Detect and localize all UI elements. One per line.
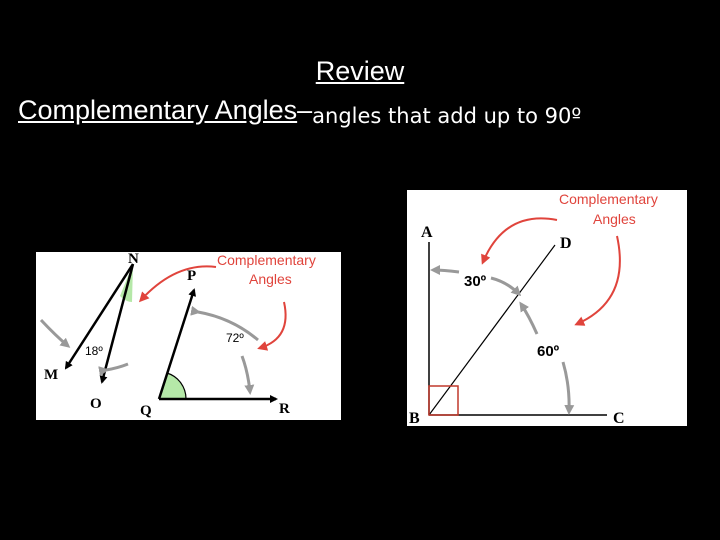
red-arrow-to-60 (577, 236, 620, 324)
point-A: A (421, 224, 433, 241)
point-O: O (90, 396, 102, 412)
point-Q: Q (140, 403, 152, 419)
red-arrow-to-72 (260, 302, 286, 348)
point-P: P (187, 268, 197, 284)
red-arrow-to-30 (483, 218, 557, 262)
point-C: C (613, 410, 625, 426)
point-D: D (560, 235, 572, 252)
gray-arc-72-bottom (242, 356, 250, 392)
ray-NO (102, 264, 133, 382)
point-B: B (409, 410, 420, 426)
gray-arc-18-right (106, 364, 128, 370)
figure-separate-angles-svg (36, 252, 341, 420)
gray-arc-30-right (491, 278, 519, 294)
figure-adjacent-angles (407, 190, 687, 426)
angle-30-label: 30º (464, 273, 487, 290)
gray-arc-60-bottom (563, 362, 569, 412)
point-N: N (128, 252, 139, 267)
gray-arc-30-left (433, 270, 459, 272)
angle-18-label: 18º (85, 344, 103, 358)
annotation-line1: Complementary (217, 252, 316, 268)
right-angle-mark (429, 386, 458, 415)
figure-separate-angles (36, 252, 341, 420)
annotation-line2: Angles (249, 271, 292, 287)
angle-72-label: 72º (226, 331, 244, 345)
term: Complementary Angles (18, 95, 298, 125)
annotation-line2: Angles (593, 211, 636, 227)
figure-adjacent-angles-svg (407, 190, 687, 426)
slide-title: Review (315, 56, 405, 86)
separator: – (297, 95, 313, 125)
angle-60-label: 60º (537, 343, 560, 360)
annotation-line1: Complementary (559, 191, 658, 207)
slide-subtitle (18, 95, 581, 126)
point-R: R (279, 401, 290, 417)
gray-arc-60-top (521, 304, 537, 334)
point-M: M (44, 367, 59, 383)
red-arrow-to-18 (141, 266, 216, 300)
gray-arc-18-left (41, 320, 68, 346)
definition: angles that add up to 90º (312, 104, 582, 128)
